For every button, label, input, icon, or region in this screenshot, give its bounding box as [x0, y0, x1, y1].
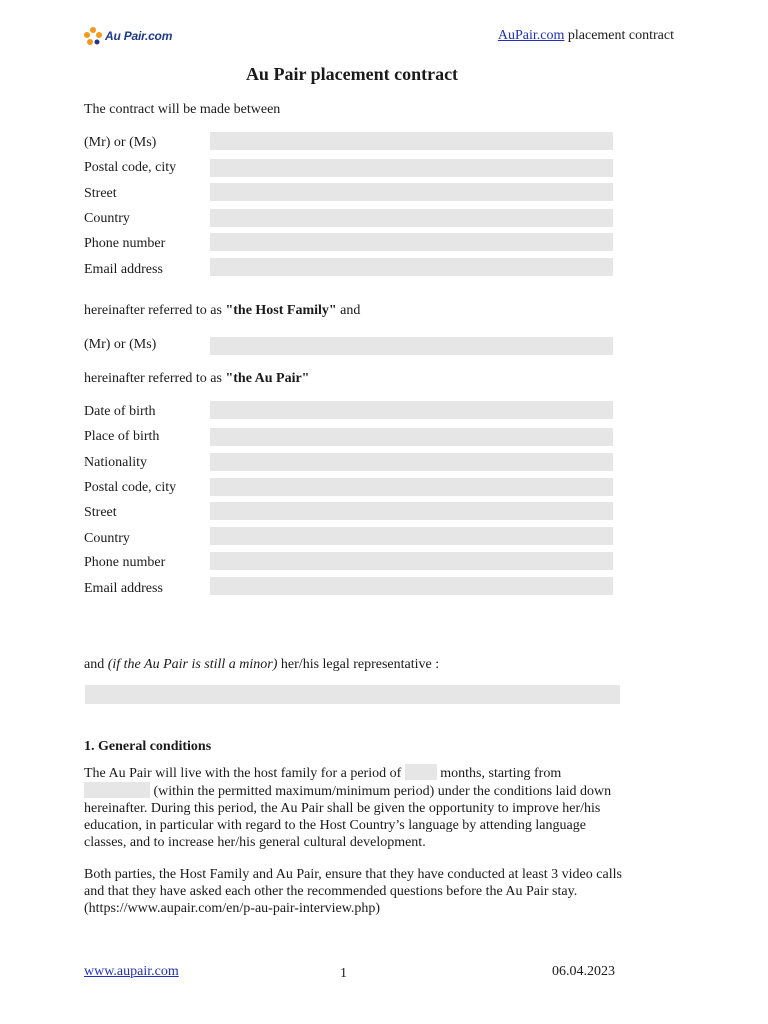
logo-text: Au Pair.com — [105, 29, 173, 43]
aupair-country-field[interactable] — [210, 527, 613, 545]
host-email-label: Email address — [84, 262, 163, 277]
host-phone-field[interactable] — [210, 233, 613, 251]
aupair-logo — [83, 26, 172, 46]
aupair-street-label: Street — [84, 505, 117, 520]
legal-rep-prefix: and — [84, 657, 108, 672]
aupair-country-label: Country — [84, 531, 130, 546]
page-number: 1 — [340, 966, 347, 981]
para1-part-c: (within the permitted maximum/minimum period) under the conditions laid down hereinafter. During this period, the Au Pair shall be given the opportunity to improve her/his education, in particular with regard to the Host Country’s language by attending language classes, and to increase her/his general cultural development. — [84, 784, 612, 850]
host-country-field[interactable] — [210, 209, 613, 227]
host-ref-bold: "the Host Family" — [225, 303, 337, 318]
aupair-ref-bold: "the Au Pair" — [225, 371, 310, 386]
months-field[interactable] — [405, 764, 437, 780]
legal-rep-suffix: her/his legal representative : — [277, 657, 440, 672]
aupair-name-field[interactable] — [210, 337, 613, 355]
logo-flower-icon — [83, 26, 103, 46]
aupair-dob-label: Date of birth — [84, 404, 156, 419]
host-ref-prefix: hereinafter referred to as — [84, 303, 226, 318]
aupair-pob-label: Place of birth — [84, 429, 160, 444]
footer-date: 06.04.2023 — [552, 964, 615, 979]
aupair-postal-label: Postal code, city — [84, 480, 177, 495]
legal-rep-italic: (if the Au Pair is still a minor) — [107, 657, 278, 672]
section-1-paragraph-1 — [84, 764, 629, 851]
host-ref-suffix: and — [336, 303, 361, 318]
host-name-field[interactable] — [210, 132, 613, 150]
aupair-email-label: Email address — [84, 581, 163, 596]
aupair-dob-field[interactable] — [210, 401, 613, 419]
legal-rep-field[interactable] — [85, 685, 620, 704]
aupair-email-field[interactable] — [210, 577, 613, 595]
host-name-label: (Mr) or (Ms) — [84, 135, 157, 150]
header-title — [498, 28, 674, 44]
para1-part-a: The Au Pair will live with the host family for a period of — [84, 766, 405, 781]
host-country-label: Country — [84, 211, 130, 226]
host-email-field[interactable] — [210, 258, 613, 276]
aupair-ref-prefix: hereinafter referred to as — [84, 371, 226, 386]
host-postal-field[interactable] — [210, 159, 613, 177]
para1-part-b: months, starting from — [436, 766, 562, 781]
host-postal-label: Postal code, city — [84, 160, 177, 175]
host-phone-label: Phone number — [84, 236, 166, 251]
host-ref-text — [84, 303, 360, 319]
section-1-heading: 1. General conditions — [84, 739, 212, 754]
header-rest-text: placement contract — [564, 28, 674, 43]
aupair-phone-field[interactable] — [210, 552, 613, 570]
intro-text: The contract will be made between — [84, 102, 281, 117]
section-1-paragraph-2: Both parties, the Host Family and Au Pair, ensure that they have conducted at least 3 video calls and that they have asked each other the recommended questions before the Au Pair stay. (https://www.aupair.com/en/p-au-pair-interview.php) — [84, 867, 622, 916]
legal-rep-text — [84, 657, 439, 673]
header-aupair-link[interactable]: AuPair.com — [497, 28, 565, 43]
aupair-pob-field[interactable] — [210, 428, 613, 446]
host-street-label: Street — [84, 186, 117, 201]
aupair-street-field[interactable] — [210, 502, 613, 520]
start-date-field[interactable] — [84, 782, 150, 798]
footer-website-link[interactable]: www.aupair.com — [84, 964, 179, 979]
page-title: Au Pair placement contract — [245, 64, 459, 84]
aupair-nationality-label: Nationality — [84, 455, 147, 470]
aupair-postal-field[interactable] — [210, 478, 613, 496]
aupair-nationality-field[interactable] — [210, 453, 613, 471]
aupair-name-label: (Mr) or (Ms) — [84, 337, 157, 352]
aupair-ref-text — [84, 371, 309, 387]
host-street-field[interactable] — [210, 183, 613, 201]
aupair-phone-label: Phone number — [84, 555, 166, 570]
